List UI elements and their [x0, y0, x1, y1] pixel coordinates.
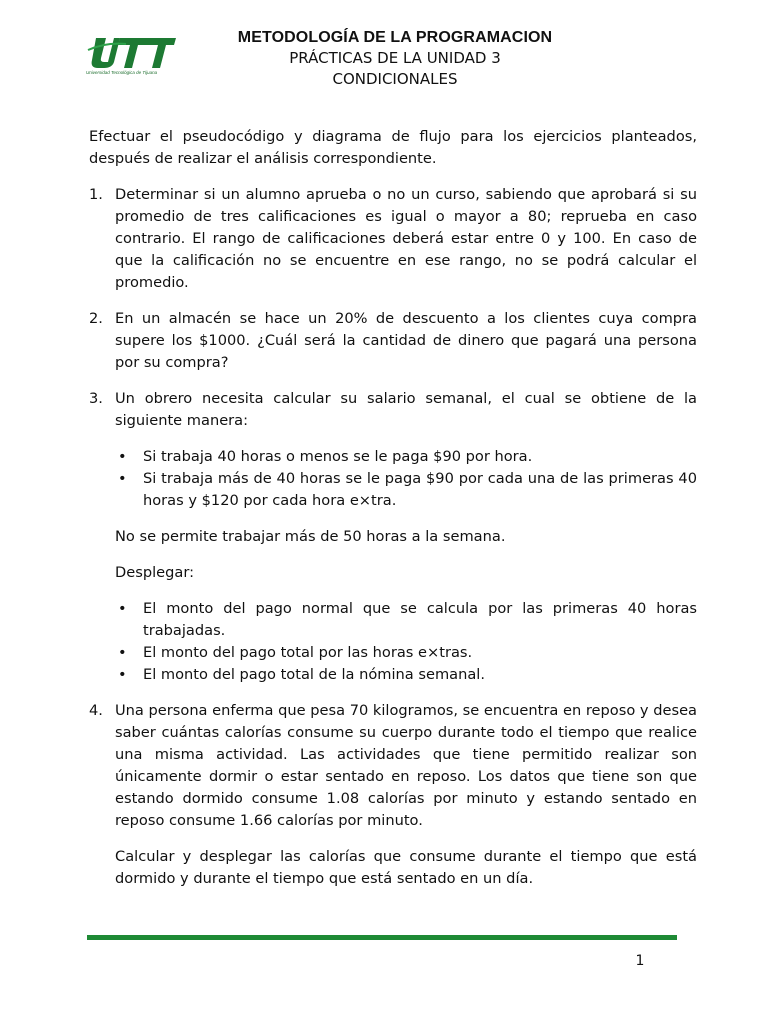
list-item-text: Si trabaja más de 40 horas se le paga $90 por cada una de las primeras 40 horas y $120 por cada hora e×tra. [143, 470, 697, 509]
footer-rule [87, 935, 677, 940]
payment-rules-list [115, 446, 697, 512]
display-label: Desplegar: [115, 564, 194, 581]
list-item [115, 598, 697, 642]
exercise-number: 1. [89, 186, 103, 203]
display-list [115, 598, 697, 686]
exercise-item [89, 700, 697, 890]
exercise-text: Determinar si un alumno aprueba o no un curso, sabiendo que aprobará si su promedio de tres calificaciones es igual o mayor a 80; reprueba en caso contrario. El rango de calificaciones deberá estar entre 0 y 100. En caso de que la calificación no se encuentre en ese rango, no se podrá calcular el promedio. [115, 186, 697, 291]
exercise-number: 2. [89, 310, 103, 327]
exercise-note: Calcular y desplegar las calorías que consume durante el tiempo que está dormido y durante el tiempo que está sentado en un día. [115, 848, 697, 887]
exercise-text: Una persona enferma que pesa 70 kilogramos, se encuentra en reposo y desea saber cuántas calorías consume su cuerpo durante todo el tiempo que realice una misma actividad. Las actividades que tiene permitido realizar son únicamente dormir o estar sentado en reposo. Los datos que tiene son que estando dormido consume 1.08 calorías por minuto y estando sentado en reposo consume 1.66 calorías por minuto. [115, 702, 697, 829]
list-item [115, 468, 697, 512]
bullet-icon: • [118, 644, 127, 661]
logo-caption: Universidad Tecnológica de Tijuana [86, 70, 158, 75]
exercise-item [89, 388, 697, 686]
document-body [89, 126, 697, 904]
exercise-item [89, 184, 697, 294]
exercise-number: 4. [89, 702, 103, 719]
exercise-list [89, 184, 697, 890]
list-item-text: El monto del pago total de la nómina semanal. [143, 666, 486, 683]
practice-title: PRÁCTICAS DE LA UNIDAD 3 [289, 49, 501, 67]
list-item [115, 642, 697, 664]
exercise-text: En un almacén se hace un 20% de descuento a los clientes cuya compra supere los $1000. ¿Cuál será la cantidad de dinero que pagará una persona por su compra? [115, 310, 697, 371]
bullet-icon: • [118, 470, 127, 487]
topic-title: CONDICIONALES [332, 70, 458, 88]
document-header [180, 27, 610, 90]
list-item-text: El monto del pago normal que se calcula por las primeras 40 horas trabajadas. [143, 600, 697, 639]
utt-logo [86, 36, 178, 80]
list-item [115, 446, 697, 468]
exercise-number: 3. [89, 390, 103, 407]
list-item-text: Si trabaja 40 horas o menos se le paga $90 por hora. [143, 448, 533, 465]
list-item [115, 664, 697, 686]
list-item-text: El monto del pago total por las horas e×tras. [143, 644, 473, 661]
bullet-icon: • [118, 448, 127, 465]
intro-paragraph: Efectuar el pseudocódigo y diagrama de flujo para los ejercicios planteados, después de realizar el análisis correspondiente. [89, 128, 697, 167]
bullet-icon: • [118, 666, 127, 683]
bullet-icon: • [118, 600, 127, 617]
exercise-note: No se permite trabajar más de 50 horas a la semana. [115, 528, 506, 545]
utt-logo-icon [86, 36, 178, 70]
course-title: METODOLOGÍA DE LA PROGRAMACION [237, 29, 553, 46]
exercise-text: Un obrero necesita calcular su salario semanal, el cual se obtiene de la siguiente manera: [115, 390, 697, 429]
exercise-item [89, 308, 697, 374]
page-number: 1 [635, 953, 645, 969]
